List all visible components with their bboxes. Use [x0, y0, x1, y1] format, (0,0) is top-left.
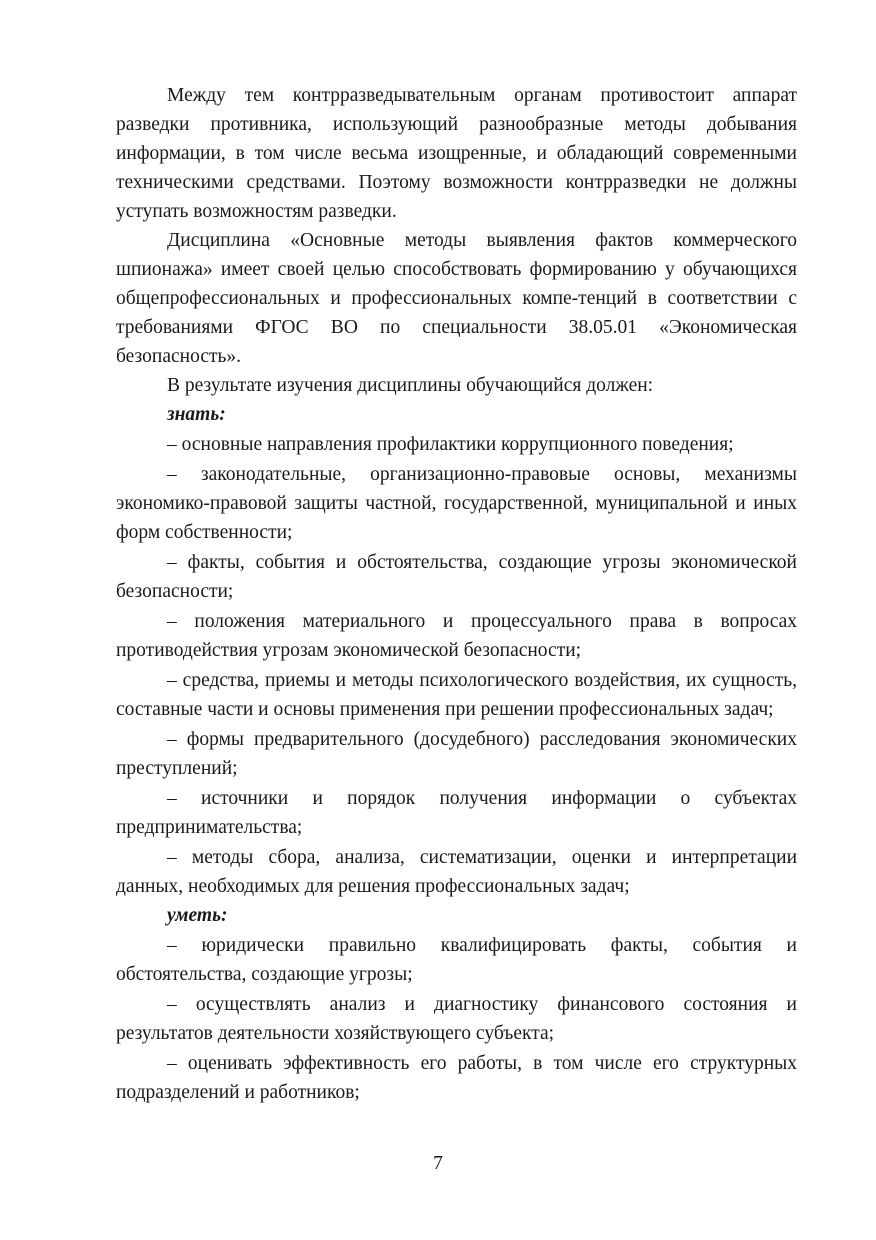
- page-number: 7: [433, 1153, 443, 1174]
- able-item: – осуществлять анализ и диагностику финансового состояния и результатов деятельности хозяйствующего субъекта;: [116, 994, 797, 1044]
- know-item: – формы предварительного (досудебного) расследования экономических преступлений;: [116, 729, 797, 779]
- able-item: – оценивать эффективность его работы, в том числе его структурных подразделений и работников;: [116, 1053, 797, 1103]
- able-item: – юридически правильно квалифицировать факты, события и обстоятельства, создающие угрозы;: [116, 935, 797, 985]
- know-item: – положения материального и процессуального права в вопросах противодействия угрозам экономической безопасности;: [116, 611, 797, 661]
- paragraph-learning-outcome: В результате изучения дисциплины обучающийся должен:: [167, 375, 654, 396]
- know-item: – источники и порядок получения информации о субъектах предпринимательства;: [116, 788, 797, 838]
- heading-know: знать:: [167, 404, 226, 425]
- paragraph-discipline-goal: Дисциплина «Основные методы выявления фактов коммерческого шпионажа» имеет своей целью способствовать формированию у обучающихся общепрофессиональных и профессиональных компе-тенций в соответствии с требованиями ФГОС ВО по специальности 38.05.01 «Экономическая безопасность».: [116, 230, 797, 367]
- heading-be-able: уметь:: [167, 905, 228, 926]
- paragraph-counterintelligence: Между тем контрразведывательным органам противостоит аппарат разведки противника, использующий разнообразные методы добывания информации, в том числе весьма изощренные, и обладающий современными техническими средствами. Поэтому возможности контрразведки не должны уступать возможностям разведки.: [116, 85, 797, 222]
- know-item: – средства, приемы и методы психологического воздействия, их сущность, составные части и основы применения при решении профессиональных задач;: [116, 670, 797, 720]
- know-item: – факты, события и обстоятельства, создающие угрозы экономической безопасности;: [116, 552, 797, 602]
- document-body: [116, 81, 797, 1107]
- know-item: – основные направления профилактики коррупционного поведения;: [167, 434, 734, 455]
- know-item: – методы сбора, анализа, систематизации, оценки и интерпретации данных, необходимых для решения профессиональных задач;: [116, 847, 797, 897]
- know-item: – законодательные, организационно-правовые основы, механизмы экономико-правовой защиты частной, государственной, муниципальной и иных форм собственности;: [116, 464, 797, 543]
